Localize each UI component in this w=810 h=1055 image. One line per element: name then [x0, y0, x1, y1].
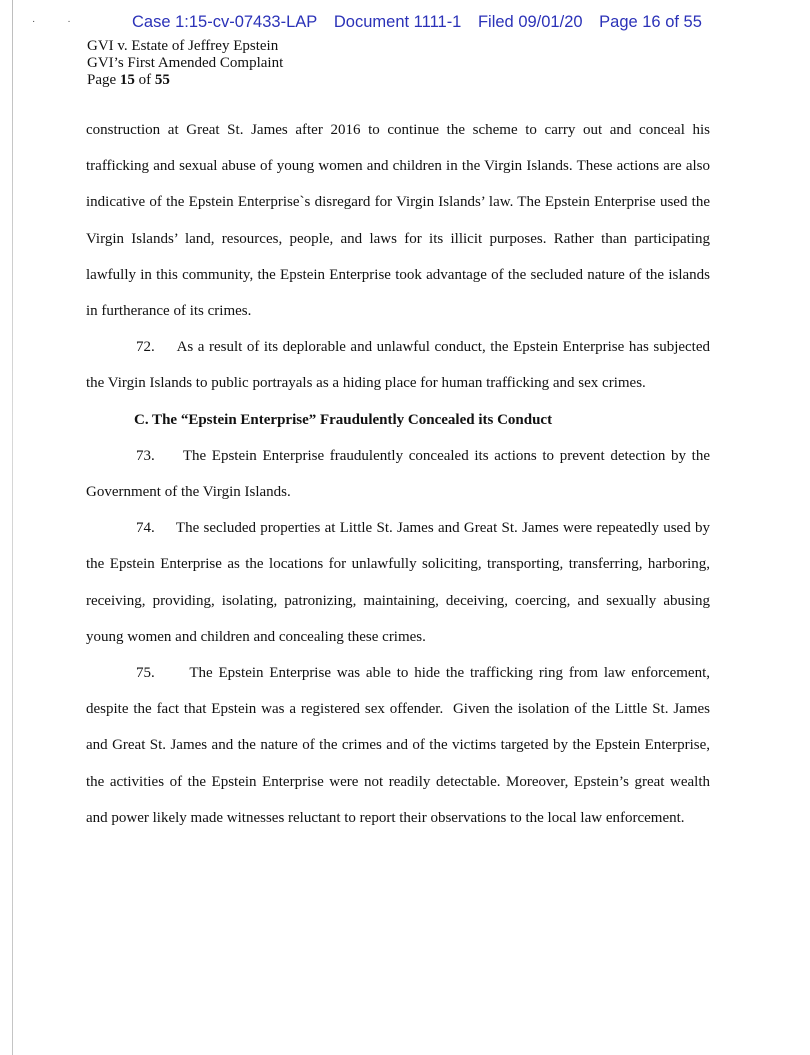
section-heading-c: C. The “Epstein Enterprise” Fraudulently Concealed its Conduct — [134, 411, 553, 428]
caption-case-title: GVI v. Estate of Jeffrey Epstein — [87, 38, 279, 54]
paragraph-74: 74. The secluded properties at Little St. James and Great St. James were repeatedly used by the Epstein Enterprise as the locations for unlawfully soliciting, transporting, transferring, harboring, receiving, providing, isolating, patronizing, maintaining, deceiving, coercing, and sexually abusing young women and children and concealing these crimes. — [86, 520, 714, 645]
ecf-filed-date: Filed 09/01/20 — [477, 13, 583, 31]
page-current: 15 — [119, 72, 135, 88]
ecf-case-number: Case 1:15-cv-07433-LAP — [132, 13, 318, 31]
document-caption — [87, 38, 283, 89]
scan-specks: ·· — [32, 16, 103, 27]
ecf-filing-header — [132, 13, 752, 32]
ecf-page-count: Page 16 of 55 — [599, 13, 702, 31]
paragraph-73: 73. The Epstein Enterprise fraudulently concealed its actions to prevent detection by the Government of the Virgin Islands. — [86, 447, 714, 501]
paragraph-carryover: construction at Great St. James after 2016 to continue the scheme to carry out and conceal his trafficking and sexual abuse of young women and children in the Virgin Islands. These actions are also indicative of the Epstein Enterprise`s disregard for Virgin Islands’ law. The Epstein Enterprise used the Virgin Islands’ land, resources, people, and laws for its illicit purposes. Rather than participating lawfully in this community, the Epstein Enterprise took advantage of the secluded nature of the islands in furtherance of its crimes. — [86, 122, 710, 320]
ecf-document-number: Document 1111-1 — [333, 13, 462, 31]
paragraph-75: 75. The Epstein Enterprise was able to hide the trafficking ring from law enforcement, despite the fact that Epstein was a registered sex offender. Given the isolation of the Little St. James and Great St. James and the nature of the crimes and of the victims targeted by the Epstein Enterprise, the activities of the Epstein Enterprise were not readily detectable. Moreover, Epstein’s great wealth and power likely made witnesses reluctant to report their observations to the local law enforcement. — [86, 665, 714, 826]
paragraph-72: 72. As a result of its deplorable and unlawful conduct, the Epstein Enterprise has subjected the Virgin Islands to public portrayals as a hiding place for human trafficking and sex crimes. — [86, 339, 714, 392]
complaint-body — [86, 112, 714, 836]
caption-document-title: GVI’s First Amended Complaint — [87, 55, 284, 71]
scan-margin-line — [12, 0, 13, 1055]
page-of: of — [134, 72, 155, 88]
page-prefix: Page — [87, 72, 120, 88]
page-total: 55 — [154, 72, 170, 88]
caption-page-number — [87, 72, 283, 89]
